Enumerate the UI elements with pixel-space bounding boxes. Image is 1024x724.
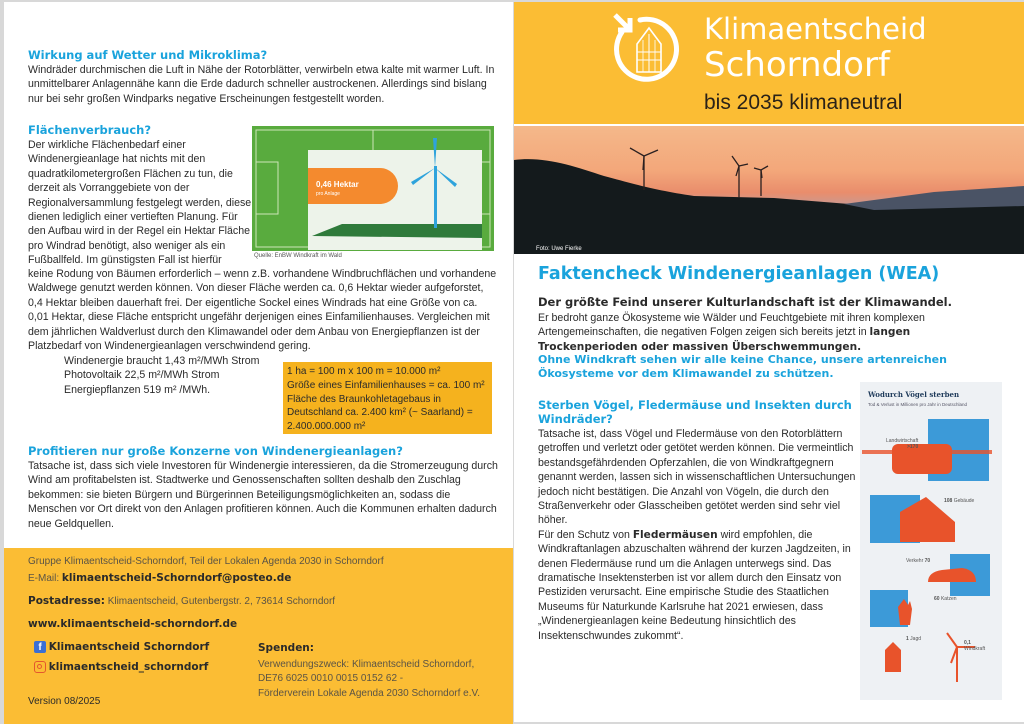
birds-paragraph-2-pre: Für den Schutz von (538, 528, 633, 541)
address-row (28, 595, 335, 607)
section-body-weather: Windräder durchmischen die Luft in Nähe der Rotorblätter, verwirbeln etwa kalte mit warmer Luft. In unmittelbarer Anlagennähe kann die Erde dadurch schneller austrockenen. Allerdings sind bislang nur bei sehr großen Windparks negative Erscheinungen festgestellt worden. (28, 64, 495, 105)
area-badge-subtitle: pro Anlage (316, 191, 340, 197)
email-row (28, 572, 291, 584)
right-page (514, 2, 1024, 722)
energy-area-stats (64, 354, 259, 397)
wind-turbine-sunset-photo (514, 126, 1024, 254)
car-icon (928, 568, 976, 582)
version-label: Version 08/2025 (28, 696, 101, 707)
label-traffic: Verkehr 70 (906, 558, 931, 564)
instagram-icon (34, 661, 46, 673)
birds-paragraph-2-bold: Fledermäusen (632, 528, 718, 541)
facebook-icon: f (34, 641, 46, 653)
facebook-row[interactable] (34, 641, 209, 653)
label-hunting: 1 Jagd (906, 636, 922, 642)
fact-line: 1 ha = 100 m x 100 m = 10.000 m² (287, 366, 441, 377)
page-subtitle: Der größte Feind unserer Kulturlandschaft ist der Klimawandel. (538, 295, 952, 309)
stat-line: Photovoltaik 22,5 m²/MWh Strom (64, 369, 220, 382)
email-link[interactable]: klimaentscheid-Schorndorf@posteo.de (61, 572, 292, 584)
section-body-land-use: Der wirkliche Flächenbedarf einer Windenergieanlage hat nichts mit den quadratkilometergroßen Flächen zu tun, die derzeit als Vorranggebiete von der Regionalversammlung festgelegt werden, diese dienen lediglich einer vertieften Planung. Für den Aufbau wird in der Regel ein Hektar Fläche pro Windrad benötigt, also weniger als ein Fußballfeld. Im günstigsten Fall ist hierfür (28, 139, 252, 267)
brand-name-line1: Klimaentscheid (704, 12, 927, 46)
email-label: E-Mail: (28, 573, 60, 584)
left-page (4, 2, 513, 722)
hunter-icon (885, 642, 901, 672)
donate-iban: DE76 6025 0010 0015 0152 62 - (258, 673, 404, 685)
area-badge-title: 0,46 Hektar (316, 180, 359, 189)
donate-title: Spenden: (258, 642, 314, 654)
klimaentscheid-logo-icon (610, 10, 686, 86)
stat-line: Energiepflanzen 519 m² /MWh. (64, 383, 211, 396)
image-caption: Quelle: EnBW Windkraft im Wald (254, 253, 342, 259)
instagram-handle: klimaentscheid_schorndorf (48, 661, 209, 673)
section-body-birds (538, 427, 863, 643)
infographic-subtitle: Tod & Verlust in Millionen pro Jahr in Deutschland (868, 402, 968, 407)
donate-details (258, 658, 480, 701)
section-title-birds: Sterben Vögel, Fledermäuse und Insekten durch Windräder? (538, 398, 852, 426)
label-cats: 60 Katzen (934, 596, 957, 602)
instagram-row[interactable] (34, 661, 208, 673)
contact-footer (4, 548, 513, 724)
brand-name-line2: Schorndorf (704, 45, 890, 85)
address-label: Postadresse: (28, 595, 105, 607)
intro-bold: langen Trockenperioden oder massiven Überschwemmungen. (538, 326, 911, 353)
section-body-land-use-continued: keine Rodung von Bäumen erforderlich – wenn z.B. vorhandene Windbruchflächen und vorhandene Waldwege genutzt werden können. Von dieser Fläche werden ca. 0,6 Hektar wieder aufgeforstet, 0,4 Hektar bleiben dauerhaft frei. Der eigentliche Sockel eines Windrads hat eine Größe von ca. 0,01 Hektar, diese Fläche entspricht ungefähr derjenigen eines Einfamilienhauses. Vergleichen mit dem jährlichen Waldverlust durch den Klimawandel oder dem Anbau von Energiepflanzen ist der Platzbedarf von Windenergieanlagen verschwindend gering. (28, 268, 497, 353)
section-title-profits: Profitieren nur große Konzerne von Windenergieanlagen? (28, 444, 403, 458)
donate-line: Verwendungszweck: Klimaentscheid Schorndorf, (258, 659, 475, 670)
facebook-handle: Klimaentscheid Schorndorf (48, 641, 210, 653)
fact-line: Größe eines Einfamilienhauses = ca. 100 m² (287, 379, 485, 391)
section-title-land-use: Flächenverbrauch? (28, 123, 152, 137)
group-info: Gruppe Klimaentscheid-Schorndorf, Teil der Lokalen Agenda 2030 in Schorndorf (28, 556, 384, 567)
photo-credit: Foto: Uwe Fierke (536, 246, 582, 252)
intro-plain: Er bedroht ganze Ökosysteme wie Wälder und Feuchtgebiete mit ihren komplexen Artengemeinschaften, die negativen Folgen zeigen sich bereits jetzt in (538, 312, 925, 339)
website-link[interactable]: www.klimaentscheid-schorndorf.de (28, 618, 238, 630)
label-buildings: 108 Gebäude (944, 498, 975, 504)
intro-text (538, 311, 1008, 354)
brand-header (514, 2, 1024, 124)
stat-line: Windenergie braucht 1,43 m²/MWh Strom (64, 355, 260, 367)
bird-deaths-infographic (860, 382, 1002, 700)
birds-paragraph-1: Tatsache ist, dass Vögel und Fledermäuse von den Rotorblättern getroffen und verletzt oder getötet werden können. Die vermeintlich bestandsgefährdenden Opferzahlen, die von Windkraftgegnern genannt werden, lassen sich in wissenschaftlichen Untersuchungen jedoch nicht bestätigen. Die Anzahl von Vögeln, die durch den Straßenverkehr oder Glasscheiben getötet werden sind sehr viel höher. (538, 428, 856, 527)
label-agriculture: Landwirtschaft >170 (886, 438, 919, 450)
page-title: Faktencheck Windenergieanlagen (WEA) (538, 264, 940, 284)
birds-paragraph-2-post: wird empfohlen, die Windkraftanlagen abzuschalten während der kurzen Jagdzeiten, in denen Fledermäuse rund um die Anlagen unterwegs sind. Das dramatische Insektensterben ist vor allem durch den Einsatz von Pestiziden verursacht. Eine empirische Studie des Staatlichen Museums für Naturkunde Karlsruhe hat 2021 erwiesen, dass „Windenergieanlagen keine Bedeutung hinsichtlich des Insektenschwundes zukommt“. (538, 528, 851, 642)
donate-line: Förderverein Lokale Agenda 2030 Schorndorf e.V. (258, 687, 481, 699)
section-title-weather: Wirkung auf Wetter und Mikroklima? (28, 48, 268, 62)
infographic-title: Wodurch Vögel sterben (868, 390, 960, 399)
callout-text: Ohne Windkraft sehen wir alle keine Chance, unsere artenreichen Ökosysteme vor dem Klimawandel zu schützen. (538, 353, 947, 381)
section-body-profits: Tatsache ist, dass sich viele Investoren für Windenergie interessieren, da die Stromerzeugung durch Wind am profitabelsten ist. Stadtwerke und Genossenschaften sollten deshalb den Zuschlag bekommen: sie bieten Bürgern und Bürgerinnen Beteiligungsmöglichkeiten an, sodass die Menschen vor Ort direkt von den Anlagen profitieren können. Auch die Kommunen erhalten dadurch neue Geldquellen. (28, 460, 498, 530)
football-field-illustration (252, 126, 494, 251)
fact-line: Fläche des Braunkohletagebaus in Deutschland ca. 2.400 km² (~ Saarland) = 2.400.000.000 m² (287, 393, 473, 433)
brand-tagline: bis 2035 klimaneutral (704, 91, 903, 114)
area-facts-box (283, 362, 492, 434)
label-wind-power: 0,1 Windkraft (964, 640, 986, 652)
address-text: Klimaentscheid, Gutenbergstr. 2, 73614 Schorndorf (107, 596, 336, 607)
